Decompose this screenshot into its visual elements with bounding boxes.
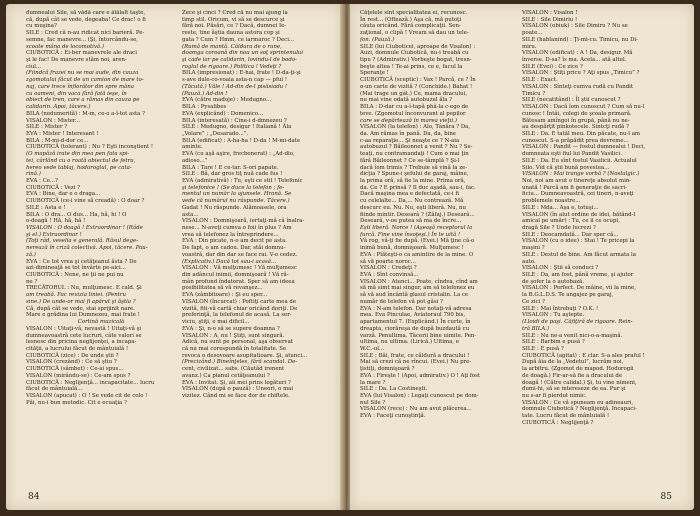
text-line: dreapta, ciorăreşa de după buzdaută cu [360, 325, 470, 332]
text-line: tei, cârlând cu o roată obiectul de fetru, [26, 157, 136, 164]
text-line: Păi, nu-i bun metodic. Cit e ecuaţia ? [26, 399, 127, 406]
text-line: vizită, fiti-vă cartă chiar oricând doriţi. De [182, 305, 298, 312]
text-line: VISALON (cu o idee) : Stai ! Te pricepi la [522, 238, 635, 245]
text-line: şi le fac! De manevre stăm noi, aren- [26, 57, 127, 64]
text-line: VISALON : Uitaţi-vă, nevastă ! Uitaţi-vă şi [26, 325, 142, 332]
text-line: SILE : Asta e ! [26, 204, 66, 211]
text-line: fon. (Pauză.) [360, 36, 395, 43]
text-line: poate... [522, 30, 543, 37]
text-line: doamga coroană din nou un soţ sprintenului [182, 50, 304, 57]
text-line: Vă rog, vă-ţi fie după. (Evei.) Mă ţine că-o [360, 238, 475, 245]
text-line: reste, tine ăştia dauna astora cop şi [182, 30, 280, 37]
text-line: vizitez. Când mi se face dor de chiftele. [182, 392, 290, 399]
text-line: EVA : Mister ! Interesant ! [26, 130, 99, 137]
text-line: să vă aud încântă glasul cristalin. La ce [360, 292, 469, 299]
text-line: posibilitatea să vă revanşez... [182, 285, 263, 292]
text-line: mentul un număr la ajunsele. Hrană. Se [182, 191, 292, 198]
text-line: (Fiindcă frazei nu se mai aude, din cauza [26, 70, 139, 77]
text-line: adioso...” [182, 157, 208, 164]
text-line: Mare e grădina lui Dumnezeu, mai frate ! [26, 312, 140, 319]
text-line: la prima oră, să fie la mine. Prima oră, [360, 177, 466, 184]
text-line: inimă bună, domnişoară. Mulţumesc ! [360, 245, 464, 252]
text-line: doagă ! (Către calidal.) Şi, tu vine nimeni, [522, 379, 637, 386]
text-line: de şofer la o autobază. [522, 278, 584, 285]
text-line: BILA : Tare ! E ce-tar. S-ori papate. [182, 164, 279, 171]
text-line: scoate mâna de locomotivă.) [26, 43, 104, 50]
text-line: de doagă.) Fir-ar-să fie a dracului de [522, 372, 623, 379]
text-line: Timicu ? [522, 90, 546, 97]
text-line: avanz.) Ca pianul cetăţeanului ? [182, 372, 270, 379]
text-line: nese... N-aveţi cumva o foii în plus ? Am [182, 225, 292, 231]
text-line: VISALON (apucat) : O ! Se vede cit de colo ! [26, 392, 148, 399]
text-line: EVA : Ce...? [26, 177, 58, 184]
text-line: SILE (Evei) : Ce zice ? [522, 63, 583, 70]
left-page-column-1 [26, 10, 176, 490]
text-line: VISALON (crezând) : Ce să ştiu ? [26, 359, 117, 366]
text-line: obiect de tren, care a rămas din cauza pe [26, 97, 140, 104]
text-line: beşte altea ! Te-ai prins, ce e, facul la [360, 63, 463, 70]
text-line: EVA : Şi, n-o să se supere doamna ? [182, 325, 280, 332]
text-line: care se depărtează în marea vieţii.) [360, 117, 457, 124]
text-line: nul Sile ? [360, 399, 386, 406]
right-page-column-1 [360, 10, 516, 490]
text-line: cunosc ! Întâi, colegi de şcoala primară. [522, 110, 632, 117]
text-line: VISALON (la telefon) : Alo, Tânăra ? Da, [360, 124, 471, 131]
text-line: CIUBOTICĂ (zice) : De unde ştii ? [26, 352, 119, 359]
text-line: EVA : Ce tot vrea şi cetăţeanul ăsta ? De [26, 258, 137, 265]
page-number-left: 84 [28, 492, 40, 502]
text-line: EVA : Invitat. Şi, aii mei prins legături ? [182, 379, 291, 386]
text-line: W.C.-ul... [360, 345, 385, 352]
text-line: înverse. D-sa? îs ma. Acela... ată altul. [522, 57, 627, 64]
text-line: VISALON (mirându-se) : Ce-am spus ? [26, 372, 131, 379]
text-line: EVA : Plăteşti-o ca amintire de la mine. O [360, 251, 474, 258]
text-line: ficiu... Dumneavoastră, cei tineri, n-aveţi [522, 191, 634, 198]
left-page [6, 4, 342, 510]
text-line: SILE : E pusă ? [522, 345, 564, 352]
text-line: (O mapăză irate din mea pen fata spi- [26, 151, 130, 158]
text-line: o-doagă ! Hă, hă, hă ! [26, 218, 86, 225]
text-line: VISALON : Vă mulţumesc ! Vă mulţumesc [182, 265, 297, 272]
text-line: VISALON : Dacă îom cunoscut ? Cum să nu-l [522, 104, 645, 111]
text-line: CIUBOTICĂ (tolerant) : Nu ? Eşti inconştient ! [26, 144, 154, 151]
text-line: Mai să crezi că ne rîncui. (Evei.) Nu pre- [360, 359, 472, 366]
text-line: nu mai vine odată autobuzul ăla ? [360, 97, 453, 104]
text-line: vede că numărul nu răspunde. Tăcere.) [182, 198, 290, 205]
text-line: SILE (necatitând) : Îl ştii cunoscut ? [522, 97, 621, 104]
left-page-column-2 [182, 10, 336, 490]
text-line: s-ave dule-co-voaia asta-n cap — pfui ! [182, 77, 288, 84]
text-line: (Mai trage un gât.) Ce, mama dracului, [360, 90, 468, 97]
text-line: roglul de rigoare.) Politica ! Vedeţi ? [182, 63, 282, 70]
text-line: dragă Sile ? Unde lucrezi ? [522, 225, 596, 231]
text-line: SILE : Deocamdată... Dar sper că... [522, 231, 619, 238]
text-line: Silo. Vîd că ştii bună povestea... [522, 164, 610, 171]
text-line: EVA : Faceţi cunoştinţă. [360, 413, 426, 420]
text-line: „Volare” ; „Desarado...”. [182, 130, 249, 137]
text-line: din adâncul inimii, domnişoară ! Vă ră- [182, 272, 289, 279]
text-line: SILE : Băi, frate, ce căldură a dracului ! [360, 352, 470, 359]
text-line: rină.) [26, 171, 41, 178]
text-line: SILE : Exact. [522, 77, 558, 84]
text-line: azi-dimineaţă se tot învârte pe-aici... [26, 265, 126, 272]
text-line: VISALON : Visalon ! [522, 10, 578, 16]
text-line: şi telefonice ! (Se duce la telefon ; fe- [182, 184, 285, 191]
text-line: tipu ? (Admirativ.) Vorbeşte bogat, tresn- [360, 57, 472, 64]
text-line: am treabă. Fac revizia liniei. (Pentru [26, 292, 126, 299]
text-line: c-aa reparaţie... Şi neaşte ce ? N-aia [360, 137, 460, 144]
text-line: EVA (explicând) : Domenico... [182, 110, 264, 117]
text-line: o-un carte de vizită ? (Conchide.) Bahat ! [360, 83, 473, 90]
text-line: (Rumă de mantă. Căldura de o rune, [182, 43, 282, 50]
text-line: voastră, dar din dar se face rai. V-o cedez. [182, 251, 298, 258]
text-line: Desearâ, v-oe putea să ma de încre... [360, 218, 462, 225]
text-line: făcut de mântuială... [26, 386, 83, 393]
text-line: au despărţit pinkotecele. Sintcţi rudă ? [522, 124, 629, 131]
text-line: dumneavoastră cete lucruri, câte valori se [26, 332, 142, 339]
text-line: ză.) [26, 251, 36, 258]
text-line: tră BILA.) [522, 325, 550, 332]
text-line: CIUBOTICĂ (sceptic) : Vax ! Parcă, ce ? În [360, 77, 476, 84]
text-line: ne ? [26, 278, 38, 285]
text-line: BILA : M-mi-d-dor ce... [26, 137, 89, 144]
text-line: (Precizând.) Bineînţeles, fără scandal. De- [182, 359, 298, 366]
text-line: (Toţi râd, veselia e generală. Râsul dege- [26, 238, 138, 245]
text-line: la mare ? [360, 379, 386, 386]
text-line: teaţi, nu contramandaţi ! Cum o mai ţin [360, 151, 469, 158]
text-line: că nu mai corespundă în totalitate. Se [182, 345, 287, 352]
text-line: SILE : Da, am fost, până vreme, şi ajutor [522, 272, 634, 279]
text-line: SILE : Da. Eu sînt fostul Vasilicii. Actualul [522, 157, 637, 164]
text-line: BILA : Pysalibes [182, 104, 227, 111]
text-line: apartamentul 7. (Explicând.) În curte, în [360, 319, 471, 326]
text-line: Cortină muzicală [77, 319, 125, 326]
text-line: (Lloidi de paşi. Căfiţiră de rigoare. Rein- [522, 319, 633, 326]
text-line: CIUBOTICĂ : Neglijenţă ? [522, 419, 594, 426]
text-line: VISALON (încurcat) : Poftiţi carte mea de [182, 298, 297, 305]
text-line: VISALON : Ştii să conduci ? [522, 265, 599, 272]
text-line: aminte. [182, 144, 203, 151]
text-line: căuta oricând. Fără complicaţii. Sen- [360, 23, 461, 30]
text-line: VISALON : O doagă ! Extraordinar ! (Râde [26, 225, 143, 231]
text-line: dicţia ? Spune-i şefului de garaj, mâine, [360, 171, 469, 178]
text-line: cu muşina? [26, 23, 57, 30]
text-line: SILE (hablanind) : Ţi-mi-cu. Timicu, nu Di- [522, 36, 639, 43]
text-line: da. Am rămas în pană. Da, da, bine [360, 130, 456, 137]
text-line: CIUBOTICĂ : Ei-ber manevrele ale draci [26, 50, 137, 57]
text-line: VISALON : Perfect. De mâine, vii la mine, [522, 285, 636, 292]
text-line: să mă simt mai singur, am să telefonez eu [360, 285, 475, 292]
text-line: CIUBOTICĂ : Nene, ne ţii ne pui nu [26, 272, 124, 279]
text-line: SILE : Destul de bine. Am făcut armata la [522, 251, 636, 258]
text-line: VISALON : Atunci... Poate, cîndva, cînd am [360, 278, 478, 285]
text-line: zaţional, o clipă ! Vream să dau un tele- [360, 30, 469, 37]
text-line: În rest... (Oftează.) Aşa că, mă putoţi [360, 16, 462, 23]
text-line: SILE : Cred că n-au ridicat nici barieră. Pe- [26, 30, 145, 37]
text-line: cităţii, a lucrului făcut de mântuială ! [26, 345, 129, 352]
text-line: Dacă maşina mea e defectată, ce-i fi [360, 191, 459, 198]
text-line: SILE : Mister ? [26, 124, 68, 131]
text-line: De fapt, o am cadou. Dar, stăi domnu- [182, 245, 286, 252]
text-line: EVA (zâmbitoare) : Şi eu sper... [182, 292, 268, 299]
text-line: BILA (nedumerită) : M-m, ce-o a-î-tot asta ? [26, 110, 145, 117]
text-line: nu s-ar fi pierdut nimic. [522, 392, 587, 399]
text-line: EVA (lui Visalon) : Legaţi cunoscut pe dom- [360, 392, 479, 399]
text-line: că, după cât se vede, degeaba! Ce drac! o fi [26, 16, 146, 23]
text-line: CIUBOTICĂ (sâmbet) : Ce-ai spus... [26, 366, 124, 373]
text-line: Că, după cât se vede, stai sprijinit nare. [26, 305, 135, 312]
text-line: să vă poarte noroc... [360, 258, 416, 265]
text-line: fără Băileonnet ? Ce se-tâmplă ? Şi-l [360, 157, 460, 164]
right-page-column-2 [522, 10, 682, 490]
text-line: şi el.) Extraordinar ! [26, 231, 82, 238]
text-line: vrea să telefonez la întreprindere... [182, 231, 279, 238]
text-line: timp stil. Oricum, vi să se descurce şi [182, 16, 285, 23]
text-line: SILE (lui Ciuboticei, aproape de Visalon) : [360, 43, 476, 50]
text-line: VISALON : Mai trange vorbă ? (Nostalgic.) [522, 171, 640, 178]
text-line: Noi, noi am avut o tinereţe absolut min- [522, 177, 632, 184]
text-line: SILE : Bă, dar gros tiţ nuă cade fus ! [182, 171, 283, 178]
text-line: (Explicativ.) Dacă tot sau-i acasă... [182, 258, 277, 265]
text-line: lesnesc din pricina neglijenţei, a incapa- [26, 339, 137, 346]
text-line: ultima, nu ultima. (Lirică.) Ultima, e [360, 339, 459, 346]
text-line: cu oameni, din vaca fără fată ieşe, în [26, 90, 127, 97]
text-line: După ăia de la „Vedetul”, lucrăm noi, [522, 359, 624, 366]
text-line: BILA : O dra... O dus... Ha, hă, hi ! O [26, 211, 127, 218]
text-line: EVA (către madoje) : Medugno... [182, 97, 272, 104]
text-line: Adică, nu sunt pe personal, aşa observat [182, 339, 293, 346]
text-line: BILA (interesată) : Cine-i d-dmnezeu ? [182, 117, 287, 124]
text-line: dumnealui Sile, să vădă care e ălălalt taşte, [26, 10, 146, 16]
text-line: dumi-hi, să se intereseze de ea. Pur şi [522, 386, 626, 393]
text-line: Bătesam amîngoi în grupă, până nu ne- [522, 117, 630, 124]
right-page [350, 4, 694, 510]
text-line: autobuzul ? Băileonnet a venit ? Nu ? Se- [360, 144, 473, 151]
text-line: VISALON (în alut ordine de idei, bătând-l [522, 211, 636, 218]
text-line: CIUBOTICĂ : Neglijenţă... incapacitate... lucru [26, 379, 155, 386]
text-line: Zece şi cinci ? Cred că nu mai ajung la [182, 10, 288, 16]
text-line: varză. Penultima. Tăcerii bine uimite. Pen- [360, 332, 477, 339]
text-line: domnule Ciubotică ? Neglijenţă. Incapaci- [522, 406, 637, 413]
text-line: teve. (Zgomotul înconvurant al pepilor [360, 110, 466, 117]
text-line: amical pe umăr) : Tu, ce ii ce ocupi, [522, 218, 620, 225]
text-line: VISALON : Mister... [26, 117, 81, 124]
text-line: VISALON : Ce vă spuneam eu adineauri, [522, 399, 634, 406]
text-line: dumneata eşti fiul lui Pandit Vasilici. [522, 151, 622, 158]
text-line: Gadat ! Nu răspunde. Alămoasele, ora [182, 204, 287, 211]
text-line: VISALON : Sînteţi cumva rudă cu Pandit [522, 83, 634, 90]
text-line: EVA (admirativă) : Tu, eşti ce stil ! Telefonic [182, 177, 303, 184]
text-line: ţistiţi, domnişoară ? [360, 366, 415, 373]
text-line: fără noi. Păsări, ce ? Dacă, dumnei Ie- [182, 23, 287, 30]
text-line: (Pauză.) Ad-din ! [182, 90, 228, 97]
text-line: maşini ? [522, 245, 545, 252]
text-line: Ești liberă. Norce ! (Aşeaşă receptorul la [360, 225, 473, 231]
text-line: sine.) De unde-or mai fi apărut şi ăştia ? [26, 298, 136, 305]
text-line: TRECĂTORUL : Nu, mulţumesc. E cald. Şi [26, 285, 142, 292]
text-line: EVA : Bine, dar e o draga... [26, 191, 101, 198]
text-line: Speranţe ! [360, 70, 389, 77]
text-line: la B.G.L.D.S. Te angajez pe garaj, [522, 292, 614, 299]
text-line: SILE : Nu ne-a venit nici-o-a-maşină. [522, 332, 623, 339]
page-number-right: 85 [660, 492, 672, 502]
text-line: VISALON (după o pauză) : Uneori, o mai [182, 386, 294, 393]
text-line: mea. Eva Pinculae, Aviatoraul 790 bis, [360, 312, 466, 319]
text-line: Căţelele sînt specialitatea ei, recunosc. [360, 10, 468, 16]
text-line: hereo vede tablaj, hodoroglul, pe cata- [26, 164, 132, 171]
text-line: BILA (edificat) : A-ha-ha ! D-da ! M-mi-date [182, 137, 301, 144]
text-line: SILE : Da. E tatăl meu. Din păcate, nu-l am [522, 130, 641, 137]
text-line: SILE : Da. La Costineşti. [360, 386, 428, 393]
text-line: mân profund îndatorat. Sper să am ideea [182, 278, 295, 285]
text-line: CIUBOTICĂ : Vezi ? [26, 184, 81, 191]
text-line: semne, fac manevre... (Şi, întorcându-se, [26, 36, 139, 43]
text-line: SILE : Mda... Aşa e, totuşi... [522, 204, 599, 211]
text-line: revoca o desovoare asupitatioare. Şi, atunci... [182, 352, 308, 359]
text-line: la arbitru. (Zgomot de mapod. Hodorogii [522, 366, 634, 373]
text-line: CIUBOTICĂ (ce-i vine să creadă) : O doar ? [26, 198, 145, 205]
text-line: viciu, ştiţi, e mai dificil... [182, 319, 250, 326]
text-line: VISALON : Ştiţi pricu ? Aţi spus „Timicu” ? [522, 70, 640, 77]
text-line: EVA : N-am telefon. Dar notaţi-vă adresa [360, 305, 472, 312]
text-line: zgomotului făcut de un camion de mare to- [26, 77, 144, 84]
text-line: cunoscut. S-a prăpădit prea devreme... [522, 137, 629, 144]
text-line: VISALON : Pandit — fostul dumnealui ! Deci, [522, 144, 646, 151]
text-line: da. Ce ? E prinsă ? Il duc aşadă, sau-i, fac. [360, 184, 476, 191]
text-line: EVA : Sînt convinsă... [360, 272, 419, 279]
text-line: ciul... [26, 63, 42, 70]
text-line: EVA : Din picate, n-o am decit pe asta. [182, 238, 288, 245]
text-line: şi cade iar pe calidarin, lovindu-l de bodo- [182, 57, 297, 64]
text-line: EVA : Fireşte ! (Apoi, admirativ.) O ! Aţi fost [360, 372, 481, 379]
text-line: (Tăcută.) Văle ! Ad-din de-l pisăsiadu ! [182, 83, 288, 90]
text-line: SILE : Medugno, desigur ! Italiană ! Ăla [182, 124, 292, 131]
text-line: EVA (cu aşă aşire, frecbonerat) : „Ad-dio, [182, 151, 295, 158]
text-line: auto. [522, 258, 536, 265]
text-line: nerează în criză colectivă. Apoi, tăcere. Pau- [26, 245, 148, 252]
text-line: VISALON : Domnişoară, iertaţi-mă că înalra- [182, 218, 305, 225]
text-line: VISALON (rece) : Nu am avut plăcerea... [360, 406, 472, 413]
text-line: calidarin. Apoi, tăcere.) [26, 104, 91, 111]
text-line: VISALON (obiuk) : Sile Dimiru ? Nu se [522, 23, 628, 30]
text-line: număr de telefon vă pot găsi ? [360, 298, 443, 305]
text-line: fiinde mintir. Desearâ ? (Zâfaj.) Desearâ... [360, 211, 475, 218]
text-line: Ce zici ? [522, 298, 545, 305]
text-line: dacă îom trimis ? Trebuie să vină la ze- [360, 164, 468, 171]
text-line: VISALON : A, nu ! Ştiţi, sunt singură. [182, 332, 285, 339]
text-line: descurc eu. Nu. Nu, eşti liberă. Nu, nu [360, 204, 466, 211]
text-line: unată ! Parcă am fi generaţie de sacri- [522, 184, 627, 191]
text-line: asta... [182, 211, 199, 218]
text-line: furcă. Fine vine însoţeşi.) În te uită ! [360, 231, 461, 238]
text-line: SILE : Mai întrebaţi ? O.K. ! [522, 305, 599, 312]
text-line: CIUBOTICĂ (agitat) : E clar. S-a ales praful ! [522, 352, 645, 359]
text-line: problemele noastre... [522, 198, 581, 205]
text-line: VISALON (edificat) : A ! Da, desigur. Mă [522, 50, 633, 57]
text-line: VISALON : Tu aştepte. [522, 312, 585, 319]
text-line: SILE : Sile Dimiriu ! [522, 16, 578, 23]
text-line: preferinţă, la telefonul de acasă. La ser- [182, 312, 292, 319]
text-line: BILA (impresionat) : E-hai, frate ! D-da-ţi-şi [182, 70, 301, 77]
text-line: gata ? Cum ? Hmm, ce iarmaroc ? Deci... [182, 36, 295, 43]
text-line: SILE : Barbim e pusă ? [522, 339, 585, 346]
text-line: cu celelalte... Da,... Nu contrează. Mă [360, 198, 464, 205]
text-line: tate. Lucru făcut de mântuială ! [522, 413, 610, 420]
text-line: BILA : D-dar cu a-î-tapă phă-la c-ego de [360, 104, 469, 111]
text-line: Auzi, domnule Ciubotică, nu-i treabă cu [360, 50, 469, 57]
text-line: naj, care trece înfiorător din spre mâna [26, 83, 134, 90]
text-line: miru. [522, 43, 537, 50]
text-line: cent, civilizat... sabs. (Căutăd irenent [182, 366, 285, 373]
text-line: VISALON : Credeţi ? [360, 265, 417, 272]
